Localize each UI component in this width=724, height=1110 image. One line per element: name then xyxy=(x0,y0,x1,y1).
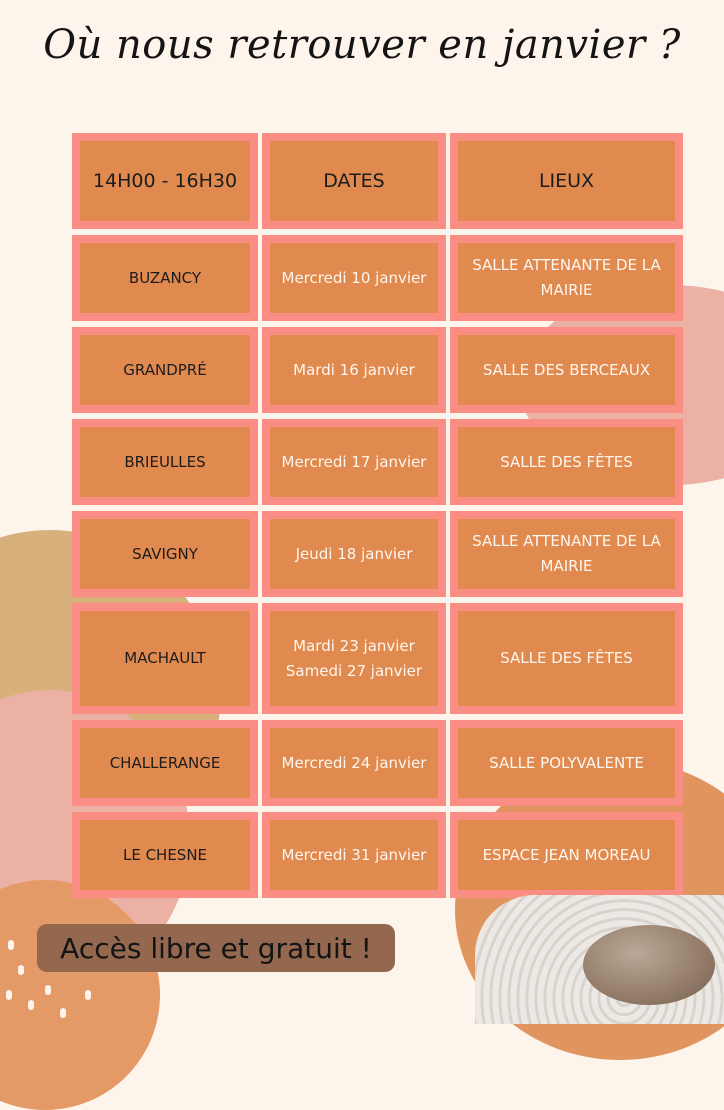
row-town: SAVIGNY xyxy=(80,519,250,589)
row-date: Mercredi 10 janvier xyxy=(270,243,438,313)
row-place-cell xyxy=(450,720,683,806)
row-town-cell xyxy=(72,511,258,597)
row-town: BRIEULLES xyxy=(80,427,250,497)
row-place-cell xyxy=(450,812,683,898)
row-date-cell xyxy=(262,327,446,413)
row-place: SALLE ATTENANTE DE LA MAIRIE xyxy=(458,519,675,589)
row-date-cell xyxy=(262,511,446,597)
row-town: GRANDPRÉ xyxy=(80,335,250,405)
row-date-cell xyxy=(262,603,446,714)
page-title: Où nous retrouver en janvier ? xyxy=(43,22,681,68)
row-place: SALLE POLYVALENTE xyxy=(458,728,675,798)
row-date-cell xyxy=(262,812,446,898)
row-place-cell xyxy=(450,603,683,714)
row-date-cell xyxy=(262,419,446,505)
row-town: CHALLERANGE xyxy=(80,728,250,798)
header-places: LIEUX xyxy=(458,141,675,221)
row-place: SALLE ATTENANTE DE LA MAIRIE xyxy=(458,243,675,313)
header-dates: DATES xyxy=(270,141,438,221)
row-town: MACHAULT xyxy=(80,611,250,706)
header-cell-time xyxy=(72,133,258,229)
row-town-cell xyxy=(72,327,258,413)
row-town-cell xyxy=(72,235,258,321)
row-place-cell xyxy=(450,419,683,505)
row-place: SALLE DES BERCEAUX xyxy=(458,335,675,405)
row-place-cell xyxy=(450,235,683,321)
row-date: Mardi 23 janvier Samedi 27 janvier xyxy=(270,611,438,706)
row-date-cell xyxy=(262,235,446,321)
row-place-cell xyxy=(450,511,683,597)
row-place: SALLE DES FÊTES xyxy=(458,427,675,497)
row-place: SALLE DES FÊTES xyxy=(458,611,675,706)
row-place: ESPACE JEAN MOREAU xyxy=(458,820,675,890)
zen-stone-image xyxy=(583,925,715,1005)
row-date-cell xyxy=(262,720,446,806)
row-town: LE CHESNE xyxy=(80,820,250,890)
row-town-cell xyxy=(72,720,258,806)
row-date: Mardi 16 janvier xyxy=(270,335,438,405)
header-cell-dates xyxy=(262,133,446,229)
schedule-table xyxy=(72,133,684,896)
row-town: BUZANCY xyxy=(80,243,250,313)
row-date: Mercredi 24 janvier xyxy=(270,728,438,798)
header-time: 14H00 - 16H30 xyxy=(80,141,250,221)
row-date: Mercredi 17 janvier xyxy=(270,427,438,497)
row-date: Jeudi 18 janvier xyxy=(270,519,438,589)
row-town-cell xyxy=(72,812,258,898)
free-access-banner: Accès libre et gratuit ! xyxy=(37,924,395,972)
header-cell-places xyxy=(450,133,683,229)
row-date: Mercredi 31 janvier xyxy=(270,820,438,890)
row-town-cell xyxy=(72,419,258,505)
row-place-cell xyxy=(450,327,683,413)
row-town-cell xyxy=(72,603,258,714)
